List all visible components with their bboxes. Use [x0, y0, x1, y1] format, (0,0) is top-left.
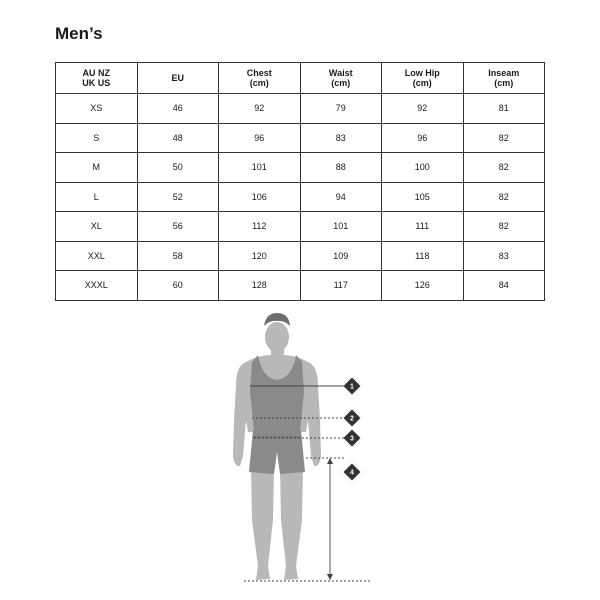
cell-low-hip: 100 [382, 153, 464, 183]
cell-eu: 60 [137, 271, 219, 301]
marker-inseam [344, 464, 361, 481]
cell-inseam: 82 [463, 123, 545, 153]
header-low-hip: Low Hip (cm) [382, 63, 464, 94]
cell-chest: 96 [219, 123, 301, 153]
cell-chest: 101 [219, 153, 301, 183]
cell-chest: 92 [219, 94, 301, 124]
arrow-up-icon [327, 458, 333, 464]
cell-size: L [56, 182, 138, 212]
cell-waist: 94 [300, 182, 382, 212]
cell-waist: 88 [300, 153, 382, 183]
cell-size: XS [56, 94, 138, 124]
cell-eu: 48 [137, 123, 219, 153]
marker-number: 4 [350, 469, 354, 477]
cell-eu: 56 [137, 212, 219, 242]
cell-size: XXXL [56, 271, 138, 301]
header-chest: Chest (cm) [219, 63, 301, 94]
cell-chest: 106 [219, 182, 301, 212]
cell-size: XL [56, 212, 138, 242]
cell-waist: 79 [300, 94, 382, 124]
cell-size: XXL [56, 241, 138, 271]
cell-waist: 117 [300, 271, 382, 301]
marker-low-hip [344, 430, 361, 447]
cell-waist: 83 [300, 123, 382, 153]
left-leg-shape [251, 468, 274, 580]
cell-low-hip: 105 [382, 182, 464, 212]
cell-chest: 120 [219, 241, 301, 271]
cell-chest: 128 [219, 271, 301, 301]
cell-inseam: 84 [463, 271, 545, 301]
page-title: Men’s [55, 24, 103, 43]
header-au-nz-uk-us: AU NZ UK US [56, 63, 138, 94]
cell-low-hip: 96 [382, 123, 464, 153]
header-waist: Waist (cm) [300, 63, 382, 94]
cell-inseam: 83 [463, 241, 545, 271]
cell-inseam: 82 [463, 182, 545, 212]
cell-low-hip: 118 [382, 241, 464, 271]
header-inseam: Inseam (cm) [463, 63, 545, 94]
marker-number: 2 [350, 415, 354, 423]
right-leg-shape [280, 468, 303, 580]
arrow-down-icon [327, 574, 333, 580]
marker-waist [344, 410, 361, 427]
marker-number: 1 [350, 383, 354, 391]
cell-eu: 58 [137, 241, 219, 271]
head-shape [265, 322, 289, 352]
cell-size: S [56, 123, 138, 153]
cell-low-hip: 92 [382, 94, 464, 124]
cell-chest: 112 [219, 212, 301, 242]
cell-waist: 109 [300, 241, 382, 271]
marker-chest [344, 378, 361, 395]
cell-eu: 46 [137, 94, 219, 124]
cell-low-hip: 111 [382, 212, 464, 242]
cell-waist: 101 [300, 212, 382, 242]
cell-eu: 50 [137, 153, 219, 183]
cell-inseam: 82 [463, 212, 545, 242]
cell-inseam: 82 [463, 153, 545, 183]
cell-size: M [56, 153, 138, 183]
cell-eu: 52 [137, 182, 219, 212]
cell-low-hip: 126 [382, 271, 464, 301]
marker-number: 3 [350, 435, 354, 443]
header-eu: EU [137, 63, 219, 94]
cell-inseam: 81 [463, 94, 545, 124]
